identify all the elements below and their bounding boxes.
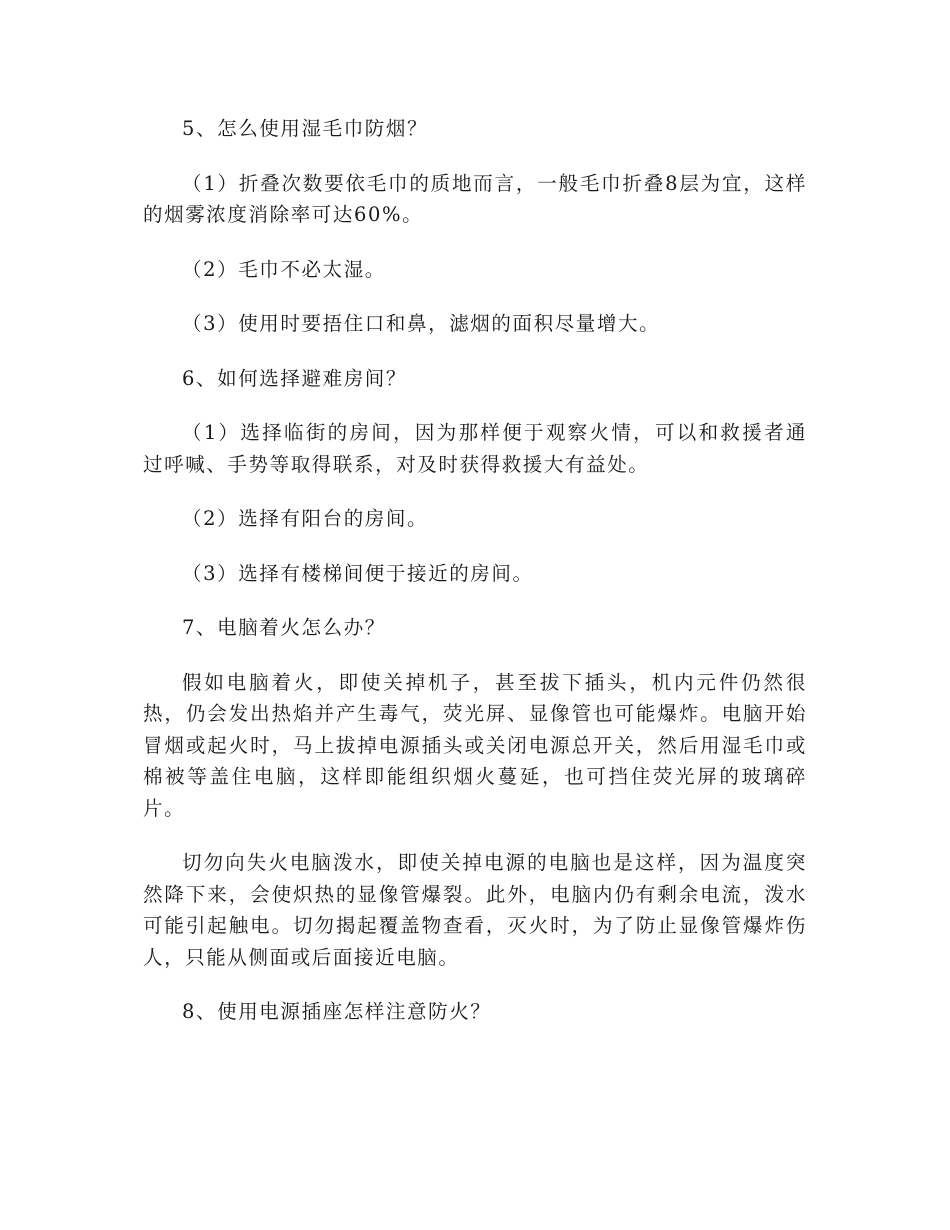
section-heading-8: 8、使用电源插座怎样注意防火？ bbox=[182, 1000, 492, 1023]
body-paragraph-7-1: 假如电脑着火，即使关掉机子，甚至拔下插头，机内元件仍然很热，仍会发出热焰并产生毒气，荧光屏、显像管也可能爆炸。电脑开始冒烟或起火时，马上拔掉电源插头或关闭电源总开关，然后用湿毛巾或棉被等盖住电脑，这样即能组织烟火蔓延，也可挡住荧光屏的玻璃碎片。 bbox=[143, 670, 807, 820]
document-body bbox=[143, 113, 807, 1051]
list-item-5-3: （3）使用时要捂住口和鼻，滤烟的面积尽量增大。 bbox=[182, 312, 661, 335]
list-item-6-1: （1）选择临街的房间，因为那样便于观察火情，可以和救援者通过呼喊、手势等取得联系，对及时获得救援大有益处。 bbox=[143, 421, 807, 476]
section-heading-7: 7、电脑着火怎么办？ bbox=[182, 616, 386, 639]
body-paragraph-7-2: 切勿向失火电脑泼水，即使关掉电源的电脑也是这样，因为温度突然降下来，会使炽热的显像管爆裂。此外，电脑内仍有剩余电流，泼水可能引起触电。切勿揭起覆盖物查看，灭火时，为了防止显像管爆炸伤人，只能从侧面或后面接近电脑。 bbox=[143, 851, 807, 969]
list-item-6-3: （3）选择有楼梯间便于接近的房间。 bbox=[182, 561, 534, 585]
section-heading-6: 6、如何选择避难房间？ bbox=[182, 366, 408, 390]
list-item-5-1: （1）折叠次数要依毛巾的质地而言，一般毛巾折叠8层为宜，这样的烟雾浓度消除率可达60%。 bbox=[143, 171, 807, 226]
list-item-5-2: （2）毛巾不必太湿。 bbox=[182, 257, 386, 281]
list-item-6-2: （2）选择有阳台的房间。 bbox=[182, 507, 429, 530]
section-heading-5: 5、怎么使用湿毛巾防烟？ bbox=[182, 117, 429, 140]
